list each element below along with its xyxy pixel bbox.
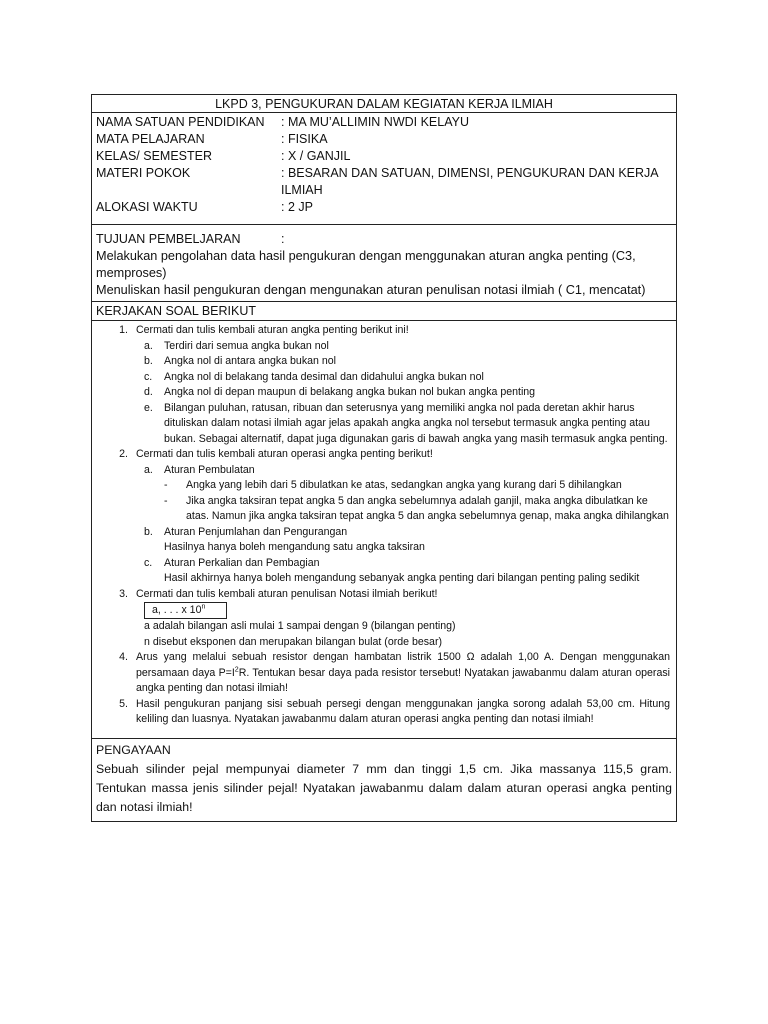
objective-2: Menuliskan hasil pengukuran dengan mengunakan aturan penulisan notasi ilmiah ( C1, mencatat)	[96, 283, 646, 297]
info-label: ALOKASI WAKTU	[96, 200, 198, 214]
item-text: Bilangan puluhan, ratusan, ribuan dan seterusnya yang memiliki angka nol pada deretan akhir harus dituliskan dalam notasi ilmiah agar jelas apakah angka angka nol tersebut termasuk angka penting atau bukan. Sebagai alternatif, dapat juga digunakan garis di bawah angka yang masih termasuk angka penting.	[164, 401, 668, 445]
question-text	[136, 650, 670, 697]
item-letter: c.	[144, 556, 153, 569]
item-letter: b.	[144, 355, 153, 367]
formula-row	[92, 602, 670, 619]
item-title: Aturan Penjumlahan dan Pengurangan	[164, 525, 348, 538]
item-text: Angka nol di belakang tanda desimal dan didahului angka bukan nol	[164, 370, 484, 383]
rule-item	[92, 354, 670, 370]
rule-item	[92, 370, 670, 386]
item-text: Angka nol di antara angka bukan nol	[164, 355, 336, 367]
question-text: Cermati dan tulis kembali aturan angka penting berikut ini!	[136, 324, 409, 336]
enrichment-heading: PENGAYAAN	[96, 742, 171, 757]
exercises-section	[92, 302, 676, 739]
item-letter: b.	[144, 525, 153, 538]
formula-exponent: n	[201, 603, 206, 611]
worksheet-table	[91, 94, 677, 822]
question-number: 4.	[119, 651, 128, 663]
info-label: NAMA SATUAN PENDIDIKAN	[96, 115, 265, 129]
info-row	[96, 114, 672, 131]
question-5	[92, 697, 670, 728]
question-number: 3.	[119, 587, 128, 600]
objectives-label: TUJUAN PEMBELJARAN	[96, 232, 241, 246]
question-number: 1.	[119, 324, 128, 336]
item-title: Aturan Perkalian dan Pembagian	[164, 556, 320, 569]
info-label: MATA PELAJARAN	[96, 132, 205, 146]
info-row	[96, 131, 672, 148]
rule-bullet	[92, 494, 670, 525]
question-number: 2.	[119, 448, 128, 460]
info-row	[96, 199, 672, 216]
bullet-dash: -	[164, 479, 168, 491]
item-letter: c.	[144, 370, 153, 383]
item-text: Angka nol di depan maupun di belakang angka bukan nol bukan angka penting	[164, 386, 536, 398]
objectives-colon: :	[281, 232, 285, 246]
item-description: Hasilnya hanya boleh mengandung satu angka taksiran	[164, 541, 425, 553]
question-text-part-1: Arus yang melalui sebuah resistor dengan hambatan listrik 1500 Ω adalah 1,00 A. Dengan menggunakan persamaan daya P=I	[136, 651, 670, 679]
info-value: : BESARAN DAN SATUAN, DIMENSI, PENGUKURAN DAN KERJA ILMIAH	[281, 166, 658, 197]
info-row	[96, 165, 672, 199]
question-3	[92, 587, 670, 603]
objective-1: Melakukan pengolahan data hasil pengukuran dengan menggunakan aturan angka penting (C3, memproses)	[96, 249, 636, 280]
question-text: Hasil pengukuran panjang sisi sebuah persegi dengan menggunakan jangka sorong adalah 53,00 cm. Hitung keliling dan luasnya. Nyatakan jawabanmu dalam aturan operasi angka penting dan notasi ilmiah!	[136, 697, 670, 725]
exercise-list	[92, 321, 676, 738]
scientific-notation-box	[144, 602, 227, 619]
rule-item	[92, 401, 670, 448]
formula-explanation-a: a adalah bilangan asli mulai 1 sampai dengan 9 (bilangan penting)	[144, 620, 456, 632]
power-superscript: 2	[234, 665, 239, 673]
question-4	[92, 650, 670, 697]
rule-item	[92, 556, 670, 572]
item-text: Terdiri dari semua angka bukan nol	[164, 339, 329, 352]
question-text: Cermati dan tulis kembali aturan penulisan Notasi ilmiah berikut!	[136, 587, 438, 600]
item-title: Aturan Pembulatan	[164, 463, 255, 476]
bullet-text: Jika angka taksiran tepat angka 5 dan angka sebelumnya adalah ganjil, maka angka dibulatkan ke atas. Namun jika angka taksiran tepat angka 5 dan angka sebelumnya genap, maka angka dihilangkan	[186, 494, 669, 522]
info-value: : FISIKA	[281, 132, 328, 146]
rule-bullet	[92, 478, 670, 494]
item-description: Hasil akhirnya hanya boleh mengandung sebanyak angka penting dari bilangan penting paling sedikit	[164, 572, 640, 584]
bullet-dash: -	[164, 494, 168, 507]
formula-explanation-n: n disebut eksponen dan merupakan bilangan bulat (orde besar)	[144, 635, 443, 648]
item-letter: a.	[144, 463, 153, 476]
objectives-heading	[96, 231, 672, 248]
question-1	[92, 323, 670, 339]
question-2	[92, 447, 670, 463]
info-value: : X / GANJIL	[281, 149, 351, 163]
identity-section	[92, 113, 676, 225]
question-number: 5.	[119, 697, 128, 710]
rule-item	[92, 339, 670, 355]
info-label: KELAS/ SEMESTER	[96, 149, 213, 163]
learning-objectives-section	[92, 225, 676, 302]
rule-item	[92, 463, 670, 479]
enrichment-text: Sebuah silinder pejal mempunyai diameter 7 mm dan tinggi 1,5 cm. Jika massanya 115,5 gram. Tentukan massa jenis silinder pejal! Nyatakan jawabanmu dalam dalam aturan operasi angka penting dan notasi ilmiah!	[96, 761, 672, 814]
rule-item	[92, 525, 670, 541]
item-letter: e.	[144, 401, 153, 414]
worksheet-title: LKPD 3, PENGUKURAN DALAM KEGIATAN KERJA ILMIAH	[92, 95, 676, 113]
info-value: : 2 JP	[281, 200, 313, 214]
item-letter: d.	[144, 386, 153, 398]
formula-base: a, . . . x 10	[152, 604, 202, 616]
exercises-heading: KERJAKAN SOAL BERIKUT	[92, 302, 676, 321]
question-text: Cermati dan tulis kembali aturan operasi angka penting berikut!	[136, 448, 433, 460]
rule-item	[92, 385, 670, 401]
info-value: : MA MU’ALLIMIN NWDI KELAYU	[281, 115, 469, 129]
question-text-part-2: R. Tentukan besar daya pada resistor tersebut! Nyatakan jawabanmu dalam aturan operasi angka penting dan notasi ilmiah!	[136, 666, 670, 694]
info-label: MATERI POKOK	[96, 166, 191, 180]
item-letter: a.	[144, 339, 153, 352]
bullet-text: Angka yang lebih dari 5 dibulatkan ke atas, sedangkan angka yang kurang dari 5 dihilangkan	[186, 479, 622, 491]
info-row	[96, 148, 672, 165]
enrichment-section	[92, 739, 676, 821]
